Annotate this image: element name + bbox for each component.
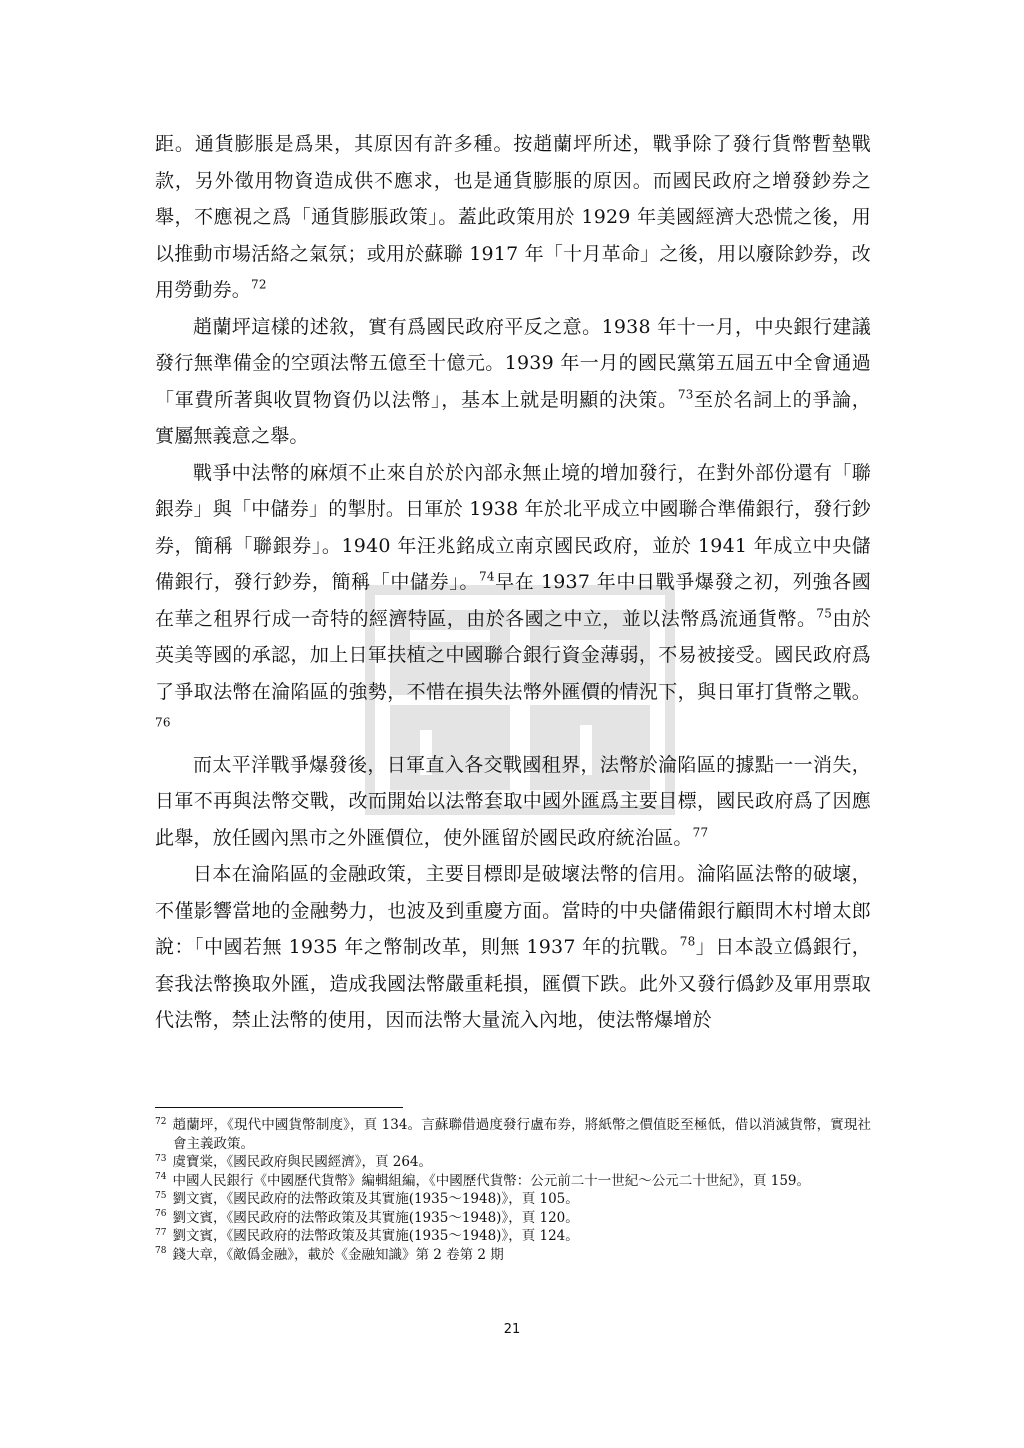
footnote-reference[interactable]: 76 <box>155 715 171 730</box>
footnote-text: 錢大章，《敵僞金融》，載於《金融知識》第 2 卷第 2 期 <box>172 1246 504 1263</box>
footnote-number: 77 <box>155 1227 167 1238</box>
footnote-reference[interactable]: 77 <box>692 825 709 840</box>
footnote-number: 78 <box>155 1246 167 1256</box>
footnote-text: 趙蘭坪，《現代中國貨幣制度》，頁 134。言蘇聯借過度發行盧布券，將紙幣之價值貶至極低，借以消滅貨幣，實現社會主義政策。 <box>172 1117 871 1152</box>
paragraph-text: 至於名詞上的爭論，實屬無義意之舉。 <box>155 388 871 447</box>
footnote-number: 75 <box>155 1190 167 1201</box>
footnote-number: 74 <box>155 1172 167 1182</box>
body-text <box>155 126 871 1039</box>
footnote-item <box>155 1209 871 1228</box>
paragraph-text: 距。通貨膨脹是爲果，其原因有許多種。按趙蘭坪所述，戰爭除了發行貨幣暫墊戰款，另外徵用物資造成供不應求，也是通貨膨脹的原因。而國民政府之增發鈔券之舉，不應視之爲「通貨膨脹政策」。蓋此政策用於 1929 年美國經濟大恐慌之後，用以推動市場活絡之氣氛；或用於蘇聯 1917 年「十月革命」之後，用以廢除鈔券，改用勞動券。 <box>155 133 871 301</box>
paragraph-text: 而太平洋戰爭爆發後，日軍直入各交戰國租界，法幣於淪陷區的據點一一消失，日軍不再與法幣交戰，改而開始以法幣套取中國外匯爲主要目標，國民政府爲了因應此舉，放任國內黑市之外匯價位，使外匯留於國民政府統治區。 <box>155 753 871 849</box>
footnote-number: 72 <box>155 1116 167 1127</box>
page-number: 21 <box>503 1322 521 1337</box>
paragraph-text: 日本在淪陷區的金融政策，主要目標即是破壞法幣的信用。淪陷區法幣的破壞，不僅影響當地的金融勢力，也波及到重慶方面。當時的中央儲備銀行顧問木村增太郎說：「中國若無 1935 年之幣制改革，則無 1937 年的抗戰。 <box>155 863 871 958</box>
footnote-text: 虞寶棠，《國民政府與民國經濟》，頁 264。 <box>172 1154 433 1170</box>
body-paragraph <box>155 126 871 309</box>
footnote-reference[interactable]: 72 <box>251 277 267 292</box>
footnote-reference[interactable]: 78 <box>679 934 696 949</box>
footnotes <box>155 1116 871 1264</box>
footnote-divider <box>155 1107 403 1108</box>
footnote-reference[interactable]: 74 <box>478 569 495 584</box>
footnote-text: 劉文賓，《國民政府的法幣政策及其實施(1935～1948)》，頁 124。 <box>172 1228 579 1244</box>
body-paragraph <box>155 455 871 747</box>
paragraph-text: 由於英美等國的承認，加上日軍扶植之中國聯合銀行資金薄弱，不易被接受。國民政府爲了爭取法幣在淪陷區的強勢，不惜在損失法幣外匯價的情況下，與日軍打貨幣之戰。 <box>155 607 871 703</box>
footnote-item <box>155 1172 871 1191</box>
footnote-reference[interactable]: 73 <box>677 387 694 402</box>
footnote-reference[interactable]: 75 <box>816 606 833 621</box>
paragraph-text: 早在 1937 年中日戰爭爆發之初，列強各國在華之租界行成一奇特的經濟特區，由於各國之中立，並以法幣爲流通貨幣。 <box>155 571 871 630</box>
footnote-item <box>155 1227 871 1246</box>
footnote-text: 劉文賓，《國民政府的法幣政策及其實施(1935～1948)》，頁 105。 <box>172 1191 579 1207</box>
footnote-number: 76 <box>155 1209 167 1219</box>
footnote-item <box>155 1116 871 1153</box>
footnote-item <box>155 1246 871 1265</box>
body-paragraph <box>155 856 871 1039</box>
footnote-number: 73 <box>155 1153 167 1164</box>
footnote-text: 中國人民銀行《中國歷代貨幣》編輯組編，《中國歷代貨幣：公元前二十一世紀～公元二十世紀》，頁 159。 <box>172 1172 811 1189</box>
paragraph-text: 趙蘭坪這樣的述敘，實有爲國民政府平反之意。1938 年十一月，中央銀行建議發行無準備金的空頭法幣五億至十億元。1939 年一月的國民黨第五屆五中全會通過「軍費所著與收買物資仍以法幣」，基本上就是明顯的決策。 <box>155 315 871 411</box>
footnote-item <box>155 1153 871 1172</box>
paragraph-text: 」日本設立僞銀行，套我法幣換取外匯，造成我國法幣嚴重耗損，匯價下跌。此外又發行僞鈔及軍用票取代法幣，禁止法幣的使用，因而法幣大量流入內地，使法幣爆增於 <box>155 936 871 1031</box>
footnote-text: 劉文賓，《國民政府的法幣政策及其實施(1935～1948)》，頁 120。 <box>172 1209 579 1226</box>
paragraph-text: 戰爭中法幣的麻煩不止來自於於內部永無止境的增加發行，在對外部份還有「聯銀券」與「中儲券」的掣肘。日軍於 1938 年於北平成立中國聯合準備銀行，發行鈔券，簡稱「聯銀券」。1940 年汪兆銘成立南京國民政府，並於 1941 年成立中央儲備銀行，發行鈔券，簡稱「中儲券」。 <box>155 461 871 593</box>
footnote-item <box>155 1190 871 1209</box>
body-paragraph <box>155 309 871 455</box>
body-paragraph <box>155 747 871 857</box>
